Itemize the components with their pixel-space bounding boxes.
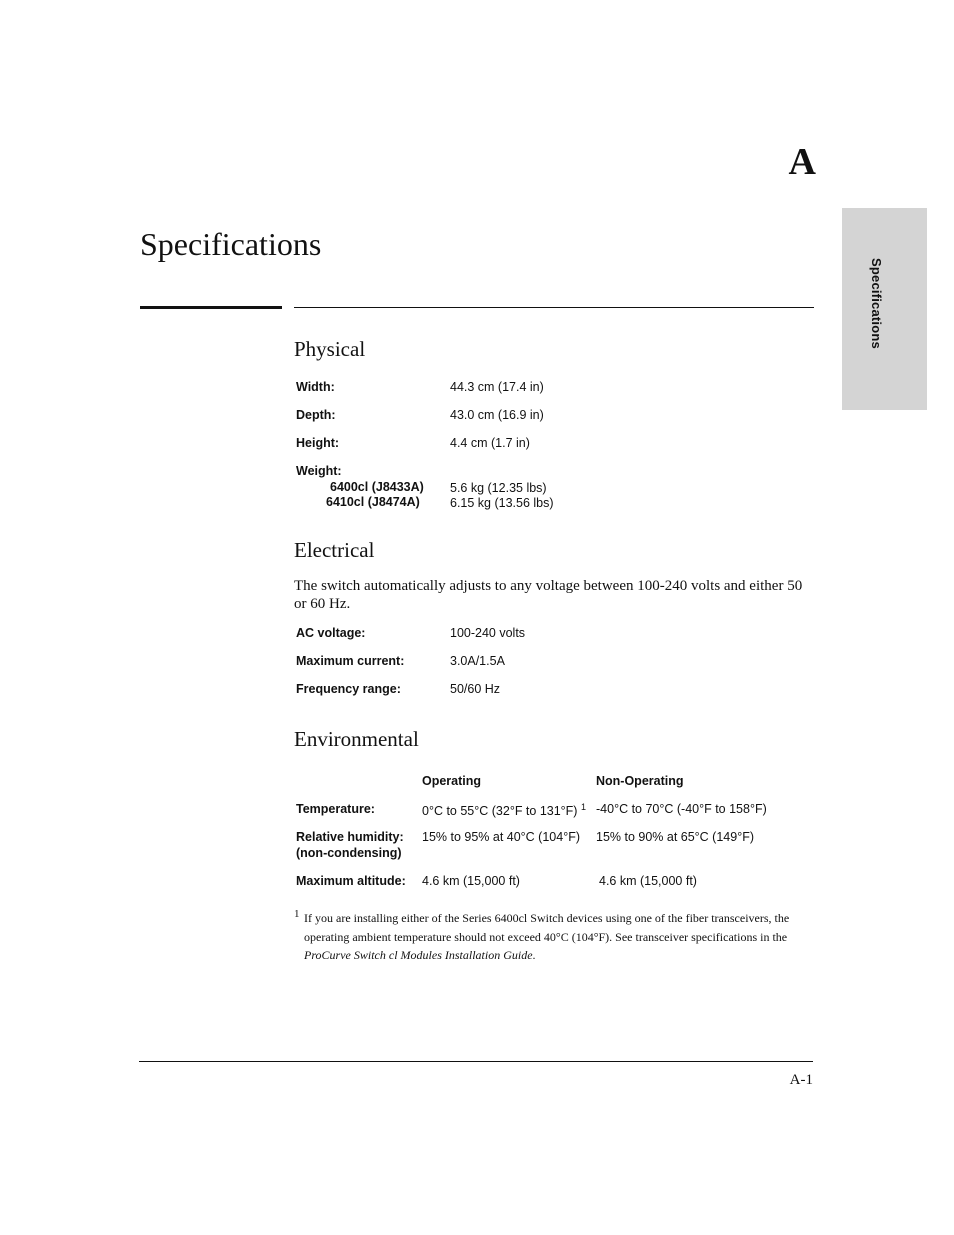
frequency-label: Frequency range: [296,682,401,696]
weight-model-6410cl: 6410cl (J8474A) [326,495,420,509]
environmental-heading: Environmental [294,727,419,751]
temperature-operating-value: 0°C to 55°C (32°F to 131°F) [422,804,578,818]
temperature-label: Temperature: [296,802,375,816]
width-label: Width: [296,380,335,394]
footer-rule [139,1061,813,1062]
temperature-operating [422,802,586,818]
page-number: A-1 [789,1072,813,1088]
column-header-non-operating: Non-Operating [596,774,684,788]
footnote-text: If you are installing either of the Series 6400cl Switch devices using one of the fiber transceivers, the operating ambient temperature should not exceed 40°C (104°F). See transceiver specifications in the [304,911,790,944]
frequency-value: 50/60 Hz [450,682,501,696]
humidity-non-operating: 15% to 90% at 65°C (149°F) [596,830,754,844]
weight-value-6410cl: 6.15 kg (13.56 lbs) [450,496,554,510]
max-current-value: 3.0A/1.5A [450,654,505,668]
humidity-label-line1: Relative humidity: [296,830,404,844]
altitude-non-operating: 4.6 km (15,000 ft) [599,874,697,888]
weight-value-6400cl: 5.6 kg (12.35 lbs) [450,481,547,495]
ac-voltage-label: AC voltage: [296,626,366,640]
humidity-operating: 15% to 95% at 40°C (104°F) [422,830,580,844]
max-current-label: Maximum current: [296,654,405,668]
depth-label: Depth: [296,408,336,422]
weight-label: Weight: [296,464,342,478]
electrical-description: The switch automatically adjusts to any voltage between 100-240 volts and either 50 or 60 Hz. [294,578,803,612]
footnote-marker: 1 [294,908,300,920]
ac-voltage-value: 100-240 volts [450,626,526,640]
column-header-operating: Operating [422,774,482,788]
height-label: Height: [296,436,340,450]
chapter-side-tab [842,208,927,410]
side-tab-label: Specifications [869,258,884,349]
chapter-letter: A [788,141,816,183]
height-value: 4.4 cm (1.7 in) [450,436,530,450]
width-value: 44.3 cm (17.4 in) [450,380,544,394]
altitude-label: Maximum altitude: [296,874,406,888]
page-title: Specifications [140,226,322,262]
altitude-operating: 4.6 km (15,000 ft) [422,874,520,888]
footnote-text-end: . [532,948,536,962]
title-rule-thick [140,306,282,309]
title-rule-thin [294,307,814,308]
footnote-guide-title: ProCurve Switch cl Modules Installation Guide [304,948,533,962]
temperature-non-operating: -40°C to 70°C (-40°F to 158°F) [596,802,767,816]
depth-value: 43.0 cm (16.9 in) [450,408,544,422]
footnote [294,909,814,965]
footnote-body [304,909,814,965]
humidity-label-line2: (non-condensing) [296,846,402,860]
footnote-reference: 1 [580,802,586,812]
weight-model-6400cl: 6400cl (J8433A) [330,480,424,494]
physical-heading: Physical [294,337,366,361]
electrical-heading: Electrical [294,538,375,562]
